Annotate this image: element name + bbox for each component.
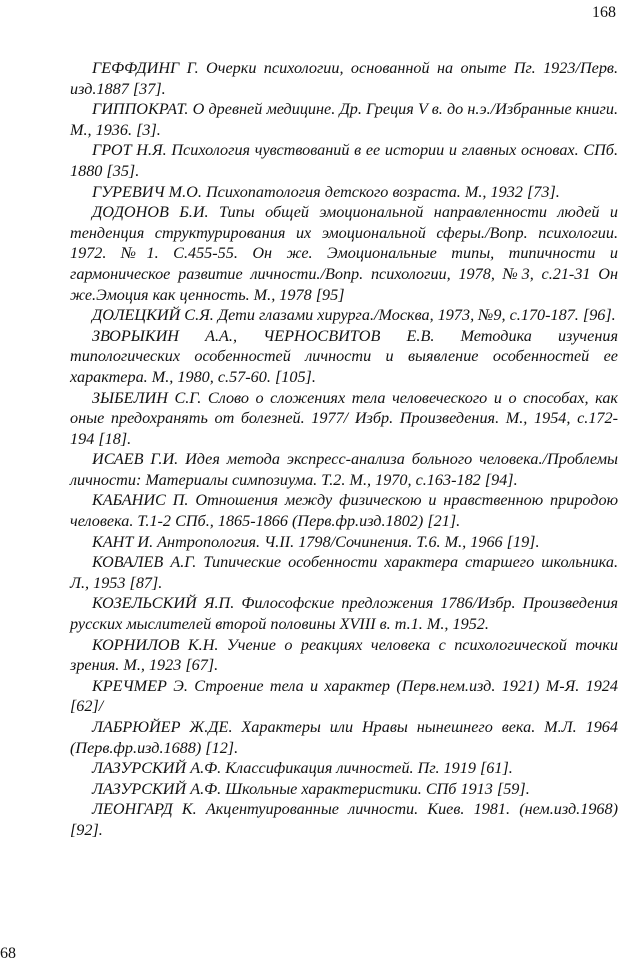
reference-item: ЛАЗУРСКИЙ А.Ф. Классификация личностей. Пг. 1919 [61]. xyxy=(92,759,513,778)
reference-item: ГЕФФДИНГ Г. Очерки психологии, основанной на опыте Пг. 1923/Перв. изд.1887 [37]. xyxy=(70,59,618,98)
reference-item: КАНТ И. Антропология. Ч.II. 1798/Сочинения. Т.6. М., 1966 [19]. xyxy=(92,532,540,551)
reference-item: КАБАНИС П. Отношения между физическою и нравственною природою человека. Т.1-2 СПб., 1865-1866 (Перв.фр.изд.1802) [21]. xyxy=(70,491,618,531)
reference-item: ЗЫБЕЛИН С.Г. Слово о сложениях тела человеческого и о способах, как оные предохранять от болезней. 1977/ Избр. Произведения. М., 1954, с.172-194 [18]. xyxy=(70,388,618,448)
reference-item: ГРОТ Н.Я. Психология чувствований в ее истории и главных основах. СПб. 1880 [35]. xyxy=(70,141,618,180)
reference-item: ЛАБРЮЙЕР Ж.ДЕ. Характеры или Нравы нынешнего века. М.Л. 1964 (Перв.фр.изд.1688) [12]. xyxy=(70,718,618,757)
reference-item: ЛАЗУРСКИЙ А.Ф. Школьные характеристики. СПб 1913 [59]. xyxy=(92,779,530,798)
reference-item: ЗВОРЫКИН А.А., ЧЕРНОСВИТОВ Е.В. Методика изучения типологических особенностей личности и выявление особенностей ее характера. М., 1980, с.57-60. [105]. xyxy=(70,326,618,386)
page-number-top: 168 xyxy=(592,4,616,21)
reference-item: ГУРЕВИЧ М.О. Психопатология детского возраста. М., 1932 [73]. xyxy=(92,182,560,201)
reference-item: ДОДОНОВ Б.И. Типы общей эмоциональной направленности людей и тенденция структурирования их эмоциональной сферы./Вопр. психологии. 1972. №1. С.455-55. Он же. Эмоциональные типы, типичности и гармоническое развитие личности./Вопр. психологии, 1978, №3, с.21-31 Он же.Эмоция как ценность. М., 1978 [95] xyxy=(70,203,618,304)
reference-item: ДОЛЕЦКИЙ С.Я. Дети глазами хирурга./Москва, 1973, №9, с.170-187. [96]. xyxy=(92,306,616,325)
reference-item: КОВАЛЕВ А.Г. Типические особенности характера старшего школьника. Л., 1953 [87]. xyxy=(70,553,618,592)
reference-item: ЛЕОНГАРД К. Акцентуированные личности. Киев. 1981. (нем.изд.1968) [92]. xyxy=(70,800,618,839)
reference-list xyxy=(70,58,618,841)
reference-item: ИСАЕВ Г.И. Идея метода экспресс-анализа больного человека./Проблемы личности: Материалы симпозиума. Т.2. М., 1970, с.163-182 [94]. xyxy=(70,450,618,489)
page-number-bottom: 68 xyxy=(0,945,16,962)
reference-item: КОЗЕЛЬСКИЙ Я.П. Философские предложения 1786/Избр. Произведения русских мыслителей второй половины XVIII в. т.1. М., 1952. xyxy=(70,594,618,634)
reference-item: КОРНИЛОВ К.Н. Учение о реакциях человека с психологической точки зрения. М., 1923 [67]. xyxy=(70,635,618,675)
reference-item: КРЕЧМЕР Э. Строение тела и характер (Перв.нем.изд. 1921) М-Я. 1924 [62]/ xyxy=(70,676,618,716)
reference-item: ГИППОКРАТ. О древней медицине. Др. Греция V в. до н.э./Избранные книги. М., 1936. [3]. xyxy=(70,100,618,139)
